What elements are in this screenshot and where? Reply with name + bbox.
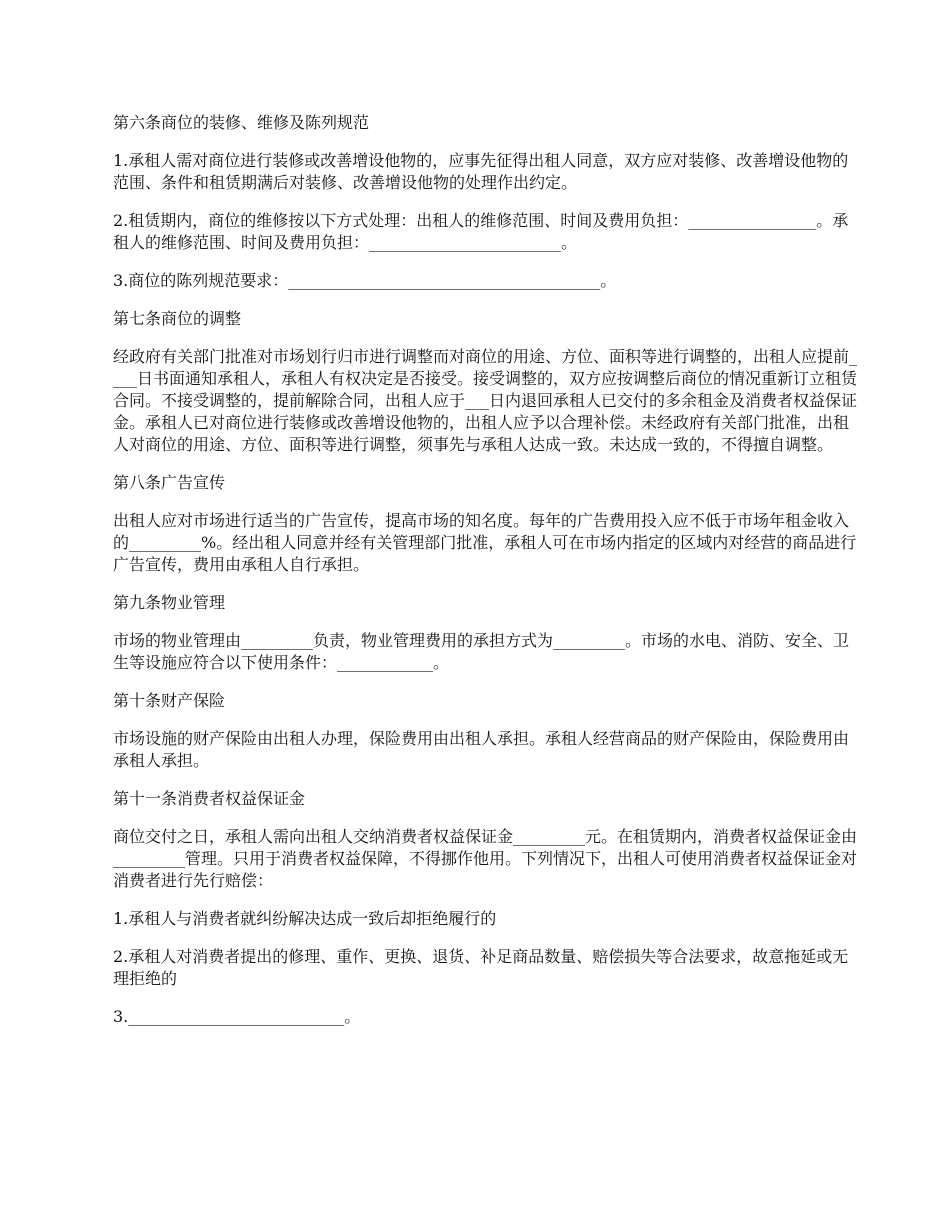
paragraph-10: 市场设施的财产保险由出租人办理，保险费用由出租人承担。承租人经营商品的财产保险由，保险费用由承租人承担。 [113, 729, 850, 770]
paragraph-6-1: 1.承租人需对商位进行装修或改善增设他物的，应事先征得出租人同意，双方应对装修、改善增设他物的范围、条件和租赁期满后对装修、改善增设他物的处理作出约定。 [113, 151, 849, 192]
paragraph-11-3: 3.___________________________。 [113, 1007, 361, 1026]
section-heading-10: 第十条财产保险 [113, 691, 226, 710]
paragraph-6-3: 3.商位的陈列规范要求：_______________________________________。 [113, 271, 617, 290]
paragraph-7: 经政府有关部门批准对市场划行归市进行调整而对商位的用途、方位、面积等进行调整的，出租人应提前____日书面通知承租人，承租人有权决定是否接受。接受调整的，双方应按调整后商位的情况重新订立租赁合同。不接受调整的，提前解除合同，出租人应于___日内退回承租人已交付的多余租金及消费者权益保证金。承租人已对商位进行装修或改善增设他物的，出租人应予以合理补偿。未经政府有关部门批准，出租人对商位的用途、方位、面积等进行调整，须事先与承租人达成一致。未达成一致的，不得擅自调整。 [113, 347, 858, 454]
section-heading-7: 第七条商位的调整 [113, 309, 242, 328]
paragraph-11-2: 2.承租人对消费者提出的修理、重作、更换、退货、补足商品数量、赔偿损失等合法要求，故意拖延或无理拒绝的 [113, 947, 849, 988]
paragraph-9: 市场的物业管理由_________负责，物业管理费用的承担方式为_________。市场的水电、消防、安全、卫生等设施应符合以下使用条件：____________。 [113, 631, 850, 672]
paragraph-11-1: 1.承租人与消费者就纠纷解决达成一致后却拒绝履行的 [113, 909, 497, 928]
section-heading-8: 第八条广告宣传 [113, 473, 226, 492]
paragraph-6-2: 2.租赁期内，商位的维修按以下方式处理：出租人的维修范围、时间及费用负担：________________。承租人的维修范围、时间及费用负担：________________________。 [113, 211, 849, 252]
document-page [113, 112, 858, 1044]
section-heading-11: 第十一条消费者权益保证金 [113, 789, 306, 808]
section-heading-6: 第六条商位的装修、维修及陈列规范 [113, 113, 370, 132]
paragraph-8: 出租人应对市场进行适当的广告宣传，提高市场的知名度。每年的广告费用投入应不低于市场年租金收入的_________%。经出租人同意并经有关管理部门批准，承租人可在市场内指定的区域内对经营的商品进行广告宣传，费用由承租人自行承担。 [113, 511, 857, 574]
paragraph-11: 商位交付之日，承租人需向出租人交纳消费者权益保证金_________元。在租赁期内，消费者权益保证金由_________管理。只用于消费者权益保障，不得挪作他用。下列情况下，出租人可使用消费者权益保证金对消费者进行先行赔偿： [113, 827, 858, 890]
section-heading-9: 第九条物业管理 [113, 593, 226, 612]
